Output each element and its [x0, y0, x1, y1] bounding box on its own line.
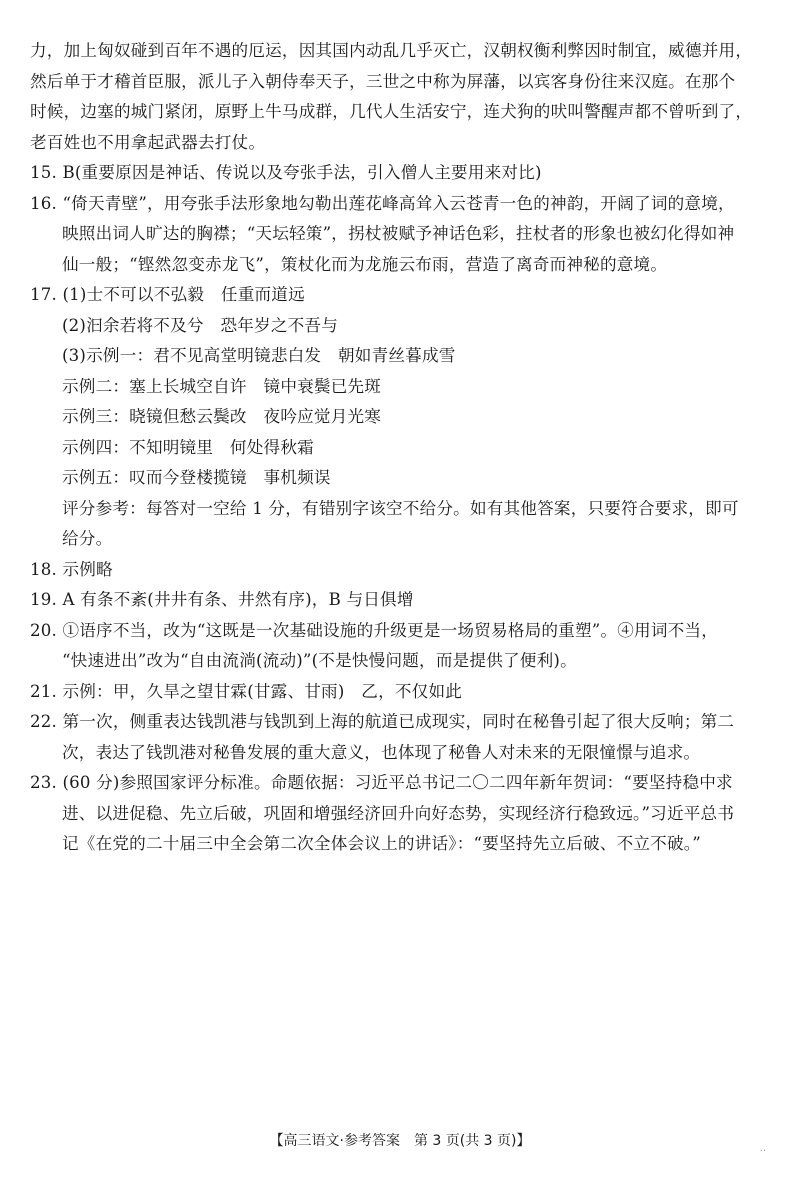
text-line: 20. ①语序不当，改为“这既是一次基础设施的升级更是一场贸易格局的重塑”。④用词不当，	[30, 620, 718, 640]
answer-23	[30, 768, 775, 860]
answer-16	[30, 189, 775, 281]
text-line: 时候，边塞的城门紧闭，原野上牛马成群，几代人生活安宁，连犬狗的吠叫警醒声都不曾听到了，	[30, 102, 753, 121]
text-line: 16. “倚天青壁”，用夸张手法形象地勾勒出莲花峰高耸入云苍青一色的神韵，开阔了词的意境，	[30, 193, 735, 213]
text-line: 评分参考：每答对一空给 1 分，有错别字该空不给分。如有其他答案，只要符合要求，即可	[62, 498, 739, 518]
text-line: 然后单于才稽首臣服，派儿子入朝侍奉天子，三世之中称为屏藩，以宾客身份往来汉庭。在那个	[30, 71, 736, 91]
text-line: 23. (60 分)参照国家评分标准。命题依据：习近平总书记二〇二四年新年贺词：“要坚持稳中求	[30, 773, 733, 792]
text-line: 22. 第一次，侧重表达钱凯港与钱凯到上海的航道已成现实，同时在秘鲁引起了很大反响；第二	[30, 712, 735, 731]
page-footer: 【高三语文·参考答案 第 3 页(共 3 页)】	[269, 1133, 531, 1149]
answer-22	[30, 707, 775, 768]
text-line: 18. 示例略	[30, 559, 113, 579]
text-line: (2)汩余若将不及兮 恐年岁之不吾与	[62, 315, 339, 335]
text-line: 示例三：晓镜但愁云鬓改 夜吟应觉月光寒	[62, 407, 382, 426]
text-line: 记《在党的二十届三中全会第二次全体会议上的讲话》：“要坚持先立后破、不立不破。”	[62, 834, 701, 853]
text-line: 次，表达了钱凯港对秘鲁发展的重大意义，也体现了秘鲁人对未来的无限憧憬与追求。	[62, 742, 701, 762]
text-line: (3)示例一：君不见高堂明镜悲白发 朝如青丝暮成雪	[62, 346, 456, 365]
text-line: 进、以进促稳、先立后破，巩固和增强经济回升向好态势，实现经济行稳致远。”习近平总书	[62, 803, 735, 823]
answer-15	[30, 158, 775, 189]
answer-17	[30, 280, 775, 555]
answer-19	[30, 585, 775, 616]
text-line: 映照出词人旷达的胸襟；“天坛轻策”，拐杖被赋予神话色彩，拄杖者的形象也被幻化得如神	[62, 224, 735, 243]
text-line: 19. A 有条不紊(井井有条、井然有序)，B 与日俱增	[30, 590, 414, 609]
text-line: 给分。	[62, 529, 113, 548]
text-line: 老百姓也不用拿起武器去打仗。	[30, 132, 266, 152]
answer-21	[30, 677, 775, 708]
text-line: 仙一般；“铿然忽变赤龙飞”，策杖化而为龙施云布雨，营造了离奇而神秘的意境。	[62, 254, 668, 274]
text-line: 21. 示例：甲，久旱之望甘霖(甘露、甘雨) 乙，不仅如此	[30, 681, 463, 701]
translation-paragraph	[30, 36, 775, 158]
answer-20	[30, 616, 775, 677]
corner-mark: ··	[759, 1146, 766, 1157]
text-line: 17. (1)士不可以不弘毅 任重而道远	[30, 285, 305, 304]
answer-content	[30, 36, 775, 860]
text-line: 15. B(重要原因是神话、传说以及夸张手法，引入僧人主要用来对比)	[30, 163, 542, 182]
text-line: 力，加上匈奴碰到百年不遇的厄运，因其国内动乱几乎灭亡，汉朝权衡利弊因时制宜，威德并用，	[30, 41, 753, 60]
text-line: 示例四：不知明镜里 何处得秋霜	[62, 437, 314, 457]
text-line: 示例五：叹而今登楼揽镜 事机频误	[62, 468, 331, 487]
text-line: 示例二：塞上长城空自许 镜中衰鬓已先斑	[62, 376, 382, 396]
text-line: “快速进出”改为“自由流淌(流动)”(不是快慢问题，而是提供了便利)。	[62, 651, 577, 670]
answer-18	[30, 555, 775, 586]
